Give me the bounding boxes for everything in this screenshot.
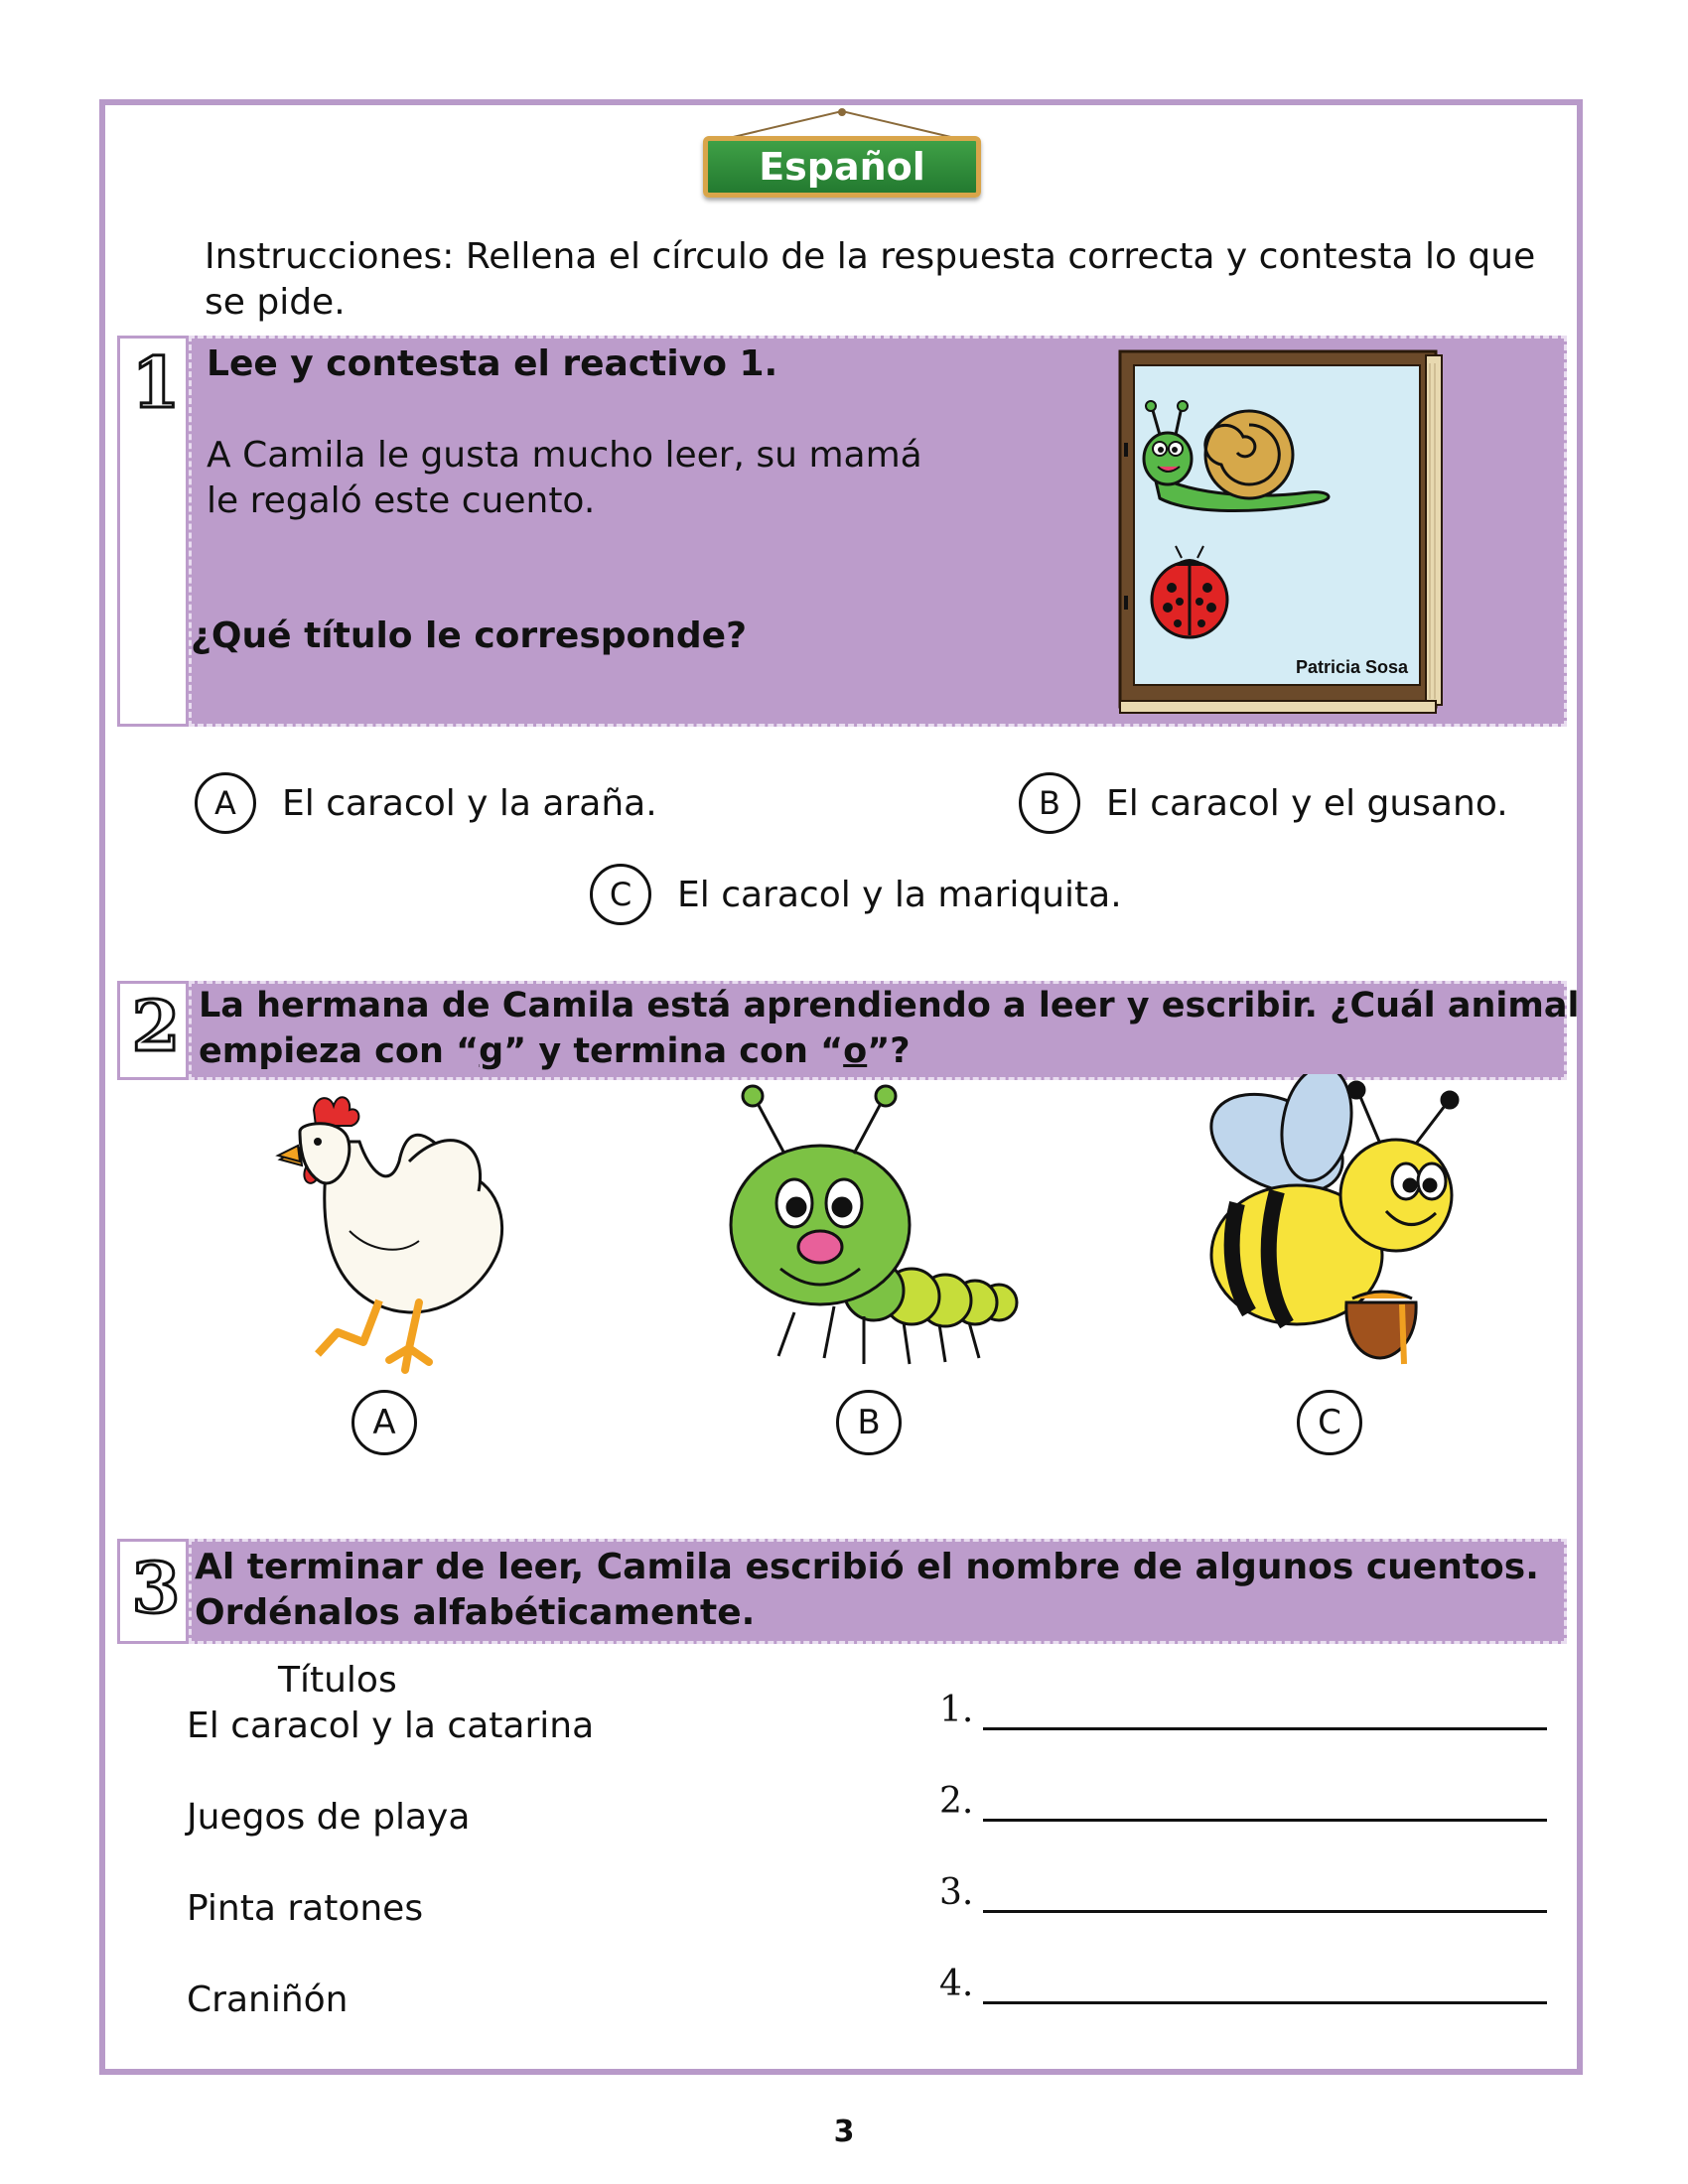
subject-sign: Español — [703, 136, 981, 198]
q3-line2: Ordénalos alfabéticamente. — [195, 1592, 756, 1633]
svg-text:1: 1 — [132, 345, 180, 417]
q1-option-c-circle[interactable]: C — [590, 864, 651, 925]
q2-line2-post: ”? — [867, 1031, 911, 1071]
q2-number-icon — [132, 989, 180, 1060]
q3-answer-number-2: 2. — [939, 1781, 974, 1822]
q3-answer-row-1[interactable] — [939, 1688, 1547, 1730]
q1-paragraph-line2: le regaló este cuento. — [207, 480, 596, 521]
q3-title-1: El caracol y la catarina — [187, 1706, 595, 1746]
q1-option-c[interactable] — [590, 864, 1122, 925]
q1-number-icon — [132, 345, 180, 417]
q3-list-heading: Títulos — [278, 1660, 397, 1701]
q3-title-2: Juegos de playa — [187, 1797, 471, 1838]
q3-answer-row-3[interactable] — [939, 1870, 1547, 1913]
storybook-image — [1110, 343, 1448, 721]
caterpillar-image — [715, 1078, 1033, 1376]
svg-text:2: 2 — [132, 989, 180, 1060]
q2-line2-pre: empieza con “ — [199, 1031, 480, 1071]
q1-option-b-text: El caracol y el gusano. — [1106, 782, 1508, 824]
q3-answer-number-1: 1. — [939, 1690, 974, 1730]
svg-text:Patricia Sosa: Patricia Sosa — [1295, 657, 1408, 677]
q3-answer-line-2[interactable] — [983, 1779, 1547, 1822]
q2-option-c-circle[interactable]: C — [1297, 1390, 1362, 1455]
q3-answer-row-2[interactable] — [939, 1779, 1547, 1822]
q3-line1: Al terminar de leer, Camila escribió el nombre de algunos cuentos. — [195, 1547, 1539, 1587]
q3-answer-line-4[interactable] — [983, 1962, 1547, 2004]
hen-image — [260, 1082, 518, 1380]
q2-option-b-circle[interactable]: B — [836, 1390, 902, 1455]
q2-line1: La hermana de Camila está aprendiendo a leer y escribir. ¿Cuál animal — [199, 986, 1580, 1025]
q1-option-a-text: El caracol y la araña. — [282, 782, 657, 824]
q1-option-b[interactable] — [1019, 772, 1508, 834]
q1-option-a-circle[interactable]: A — [195, 772, 256, 834]
q3-answer-number-4: 4. — [939, 1964, 974, 2004]
instructions: Instrucciones: Rellena el círculo de la respuesta correcta y contesta lo que se pide. — [205, 236, 1536, 323]
q3-title-3: Pinta ratones — [187, 1888, 424, 1929]
q3-answer-line-3[interactable] — [983, 1870, 1547, 1913]
q1-option-a[interactable] — [195, 772, 657, 834]
q1-question: ¿Qué título le corresponde? — [191, 615, 747, 656]
q1-paragraph-line1: A Camila le gusta mucho leer, su mamá — [207, 435, 922, 476]
q3-answer-row-4[interactable] — [939, 1962, 1547, 2004]
q2-option-a-circle[interactable]: A — [352, 1390, 417, 1455]
q3-answer-number-3: 3. — [939, 1872, 974, 1913]
q2-line2-mid: ” y termina con “ — [503, 1031, 844, 1071]
q3-answer-line-1[interactable] — [983, 1688, 1547, 1730]
page-number: 3 — [833, 2115, 855, 2149]
q1-option-c-text: El caracol y la mariquita. — [677, 874, 1122, 915]
q2-letter-g: g — [479, 1031, 504, 1071]
svg-text:3: 3 — [132, 1551, 180, 1622]
q2-line2 — [199, 1028, 911, 1074]
bee-image — [1197, 1074, 1476, 1392]
q3-title-4: Craniñón — [187, 1979, 349, 2020]
q1-option-b-circle[interactable]: B — [1019, 772, 1080, 834]
q1-heading: Lee y contesta el reactivo 1. — [207, 343, 778, 384]
q3-number-icon — [132, 1551, 180, 1622]
q2-letter-o: o — [843, 1031, 868, 1071]
